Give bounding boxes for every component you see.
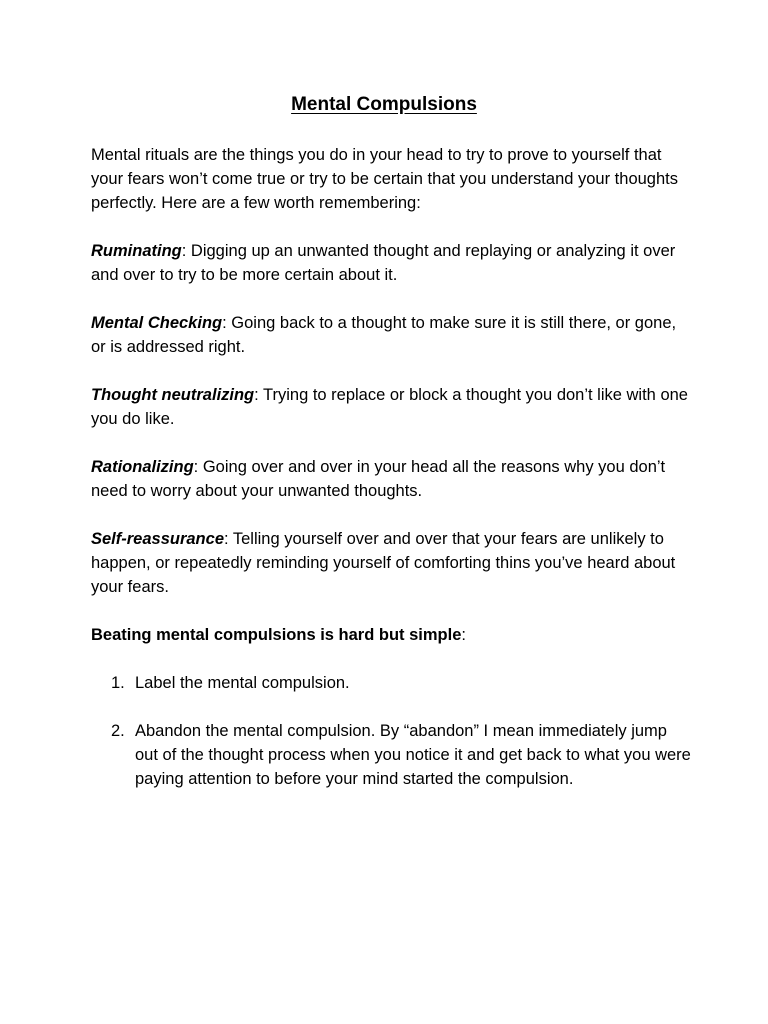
definition-text: : Going back to a thought to make sure it is still there, or gone, or is addressed right. (91, 314, 677, 356)
definition-text: : Going over and over in your head all the reasons why you don’t need to worry about your unwanted thoughts. (91, 458, 666, 500)
definition-text: : Telling yourself over and over that your fears are unlikely to happen, or repeatedly reminding yourself of comforting thins you’ve heard about your fears. (91, 530, 676, 596)
steps-heading (91, 623, 691, 647)
definition-term: Mental Checking (91, 314, 223, 332)
list-item-text: Label the mental compulsion. (135, 674, 350, 692)
list-item-number: 1. (111, 674, 125, 692)
steps-heading-colon: : (461, 626, 466, 644)
definition-term: Rationalizing (91, 458, 194, 476)
list-item (91, 671, 691, 695)
definition-rationalizing (91, 455, 691, 503)
definition-term: Thought neutralizing (91, 386, 255, 404)
list-item-number: 2. (111, 722, 125, 740)
intro-paragraph: Mental rituals are the things you do in your head to try to prove to yourself that your fears won’t come true or try to be certain that you understand your thoughts perfectly. Here are a few worth remembering: (91, 146, 678, 212)
definition-self-reassurance (91, 527, 691, 599)
definition-term: Self-reassurance (91, 530, 224, 548)
steps-heading-text: Beating mental compulsions is hard but simple (91, 626, 462, 644)
list-item-text: Abandon the mental compulsion. By “abandon” I mean immediately jump out of the thought process when you notice it and get back to what you were paying attention to before your mind started the compulsion. (135, 722, 691, 788)
definition-text: : Trying to replace or block a thought you don’t like with one you do like. (91, 386, 688, 428)
definition-ruminating (91, 239, 691, 287)
steps-list (91, 671, 691, 791)
list-item (91, 719, 691, 791)
definition-term: Ruminating (91, 242, 182, 260)
document-body (91, 143, 691, 815)
definition-thought-neutralizing (91, 383, 691, 431)
definition-text: : Digging up an unwanted thought and replaying or analyzing it over and over to try to be more certain about it. (91, 242, 676, 284)
page-title: Mental Compulsions (291, 94, 477, 115)
definition-mental-checking (91, 311, 691, 359)
